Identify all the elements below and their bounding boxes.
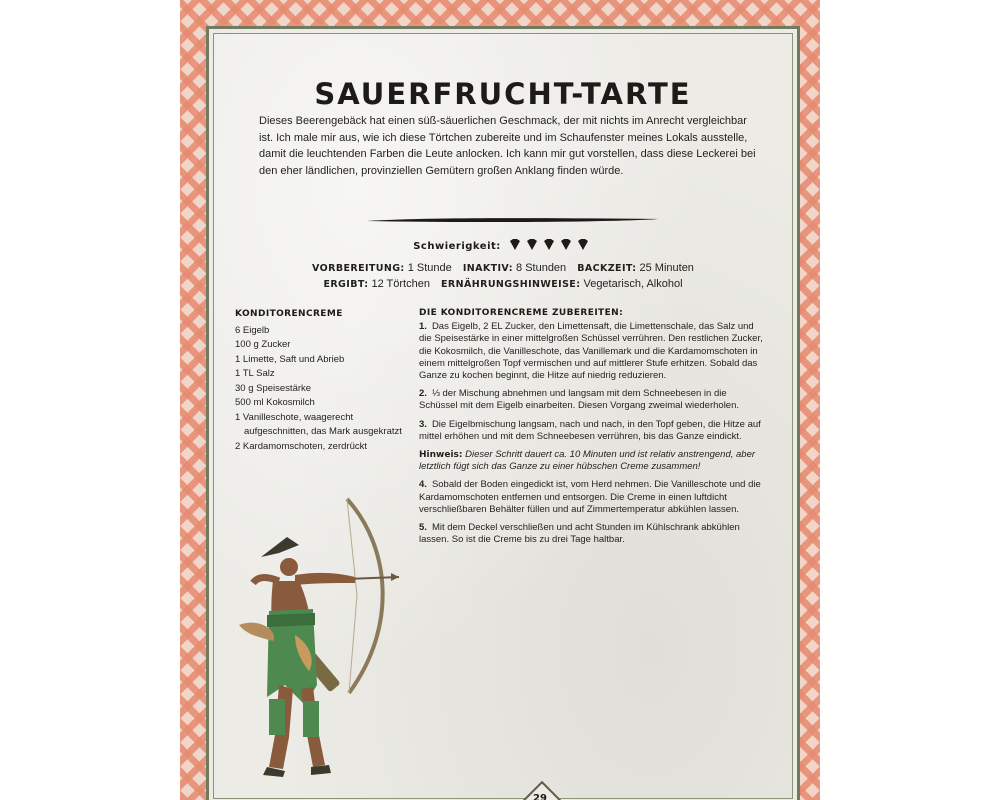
bake-value: 25 Minuten	[639, 262, 694, 274]
step-number: 5.	[419, 522, 427, 534]
instructions-section	[419, 307, 767, 552]
diet-value: Vegetarisch, Alkohol	[583, 278, 683, 290]
instruction-step	[419, 522, 767, 546]
hint-note	[419, 449, 767, 473]
ingredient-item: 1 Vanilleschote, waagerecht aufgeschnitten, das Mark ausgekratzt	[235, 411, 402, 437]
ingredients-heading: KONDITORENCREME	[235, 309, 343, 319]
instruction-step	[419, 321, 767, 382]
diamond-icon	[510, 239, 520, 250]
step-text: Das Eigelb, 2 EL Zucker, den Limettensaft, die Limettenschale, das Salz und die Speisestärke in einer mittelgroßen Schüssel verrühren. Den restlichen Zucker, die Kokosmilch, die Vanilleschote, das Vanillemark und die Kardamomschoten in einem mittelgroßen Topf vermischen und auf mittlerer Stufe erhitzen. Sobald das Ganze zu kochen beginnt, die Hitze auf niedrig reduzieren.	[419, 321, 763, 382]
step-number: 4.	[419, 479, 427, 491]
ingredient-item: 500 ml Kokosmilch	[235, 397, 315, 408]
instruction-step	[419, 479, 767, 516]
archer-illustration	[239, 485, 409, 777]
prep-label: VORBEREITUNG:	[312, 263, 405, 274]
step-text: ⅓ der Mischung abnehmen und langsam mit dem Schneebesen in die Schüssel mit dem Eigelb einarbeiten. Diesen Vorgang zweimal wiederholen.	[419, 388, 740, 412]
step-number: 1.	[419, 321, 427, 333]
ingredient-item: 1 TL Salz	[235, 368, 275, 379]
instruction-step	[419, 419, 767, 443]
difficulty-row	[209, 239, 797, 252]
ingredient-item: 2 Kardamomschoten, zerdrückt	[235, 440, 368, 452]
ingredient-item: 1 Limette, Saft und Abrieb	[235, 353, 345, 365]
ingredient-item: 30 g Speisestärke	[235, 382, 312, 394]
yield-value: 12 Törtchen	[371, 278, 430, 290]
recipe-intro: Dieses Beerengebäck hat einen süß-säuerlichen Geschmack, der mit nichts im Anrecht vergleichbar ist. Ich male mir aus, wie ich diese Törtchen zubereite und im Schaufenster meines Lokals ausstelle, damit die leuchtenden Farben die Leute anlocken. Ich kann mir gut vorstellen, dass diese Leckerei bei den eher ländlichen, provinziellen Gemütern großen Anklang finden würde.	[259, 115, 756, 177]
page-number: 29	[533, 793, 547, 800]
ingredients-section	[235, 307, 405, 454]
inactive-label: INAKTIV:	[462, 263, 513, 274]
difficulty-rating	[509, 239, 593, 251]
instructions-heading: DIE KONDITORENCREME ZUBEREITEN:	[419, 308, 624, 318]
step-text: Die Eigelbmischung langsam, nach und nach, in den Topf geben, die Hitze auf mittel erhöhen und mit dem Schneebesen verrühren, bis das Ganze eindickt.	[419, 418, 761, 442]
step-text: Sobald der Boden eingedickt ist, vom Herd nehmen. Die Vanilleschote und die Kardamomschoten entfernen und entsorgen. Die Creme in einen luftdicht verschließbaren Behälter füllen und auf Zimmertemperatur abkühlen lassen.	[419, 479, 761, 515]
step-text: Mit dem Deckel verschließen und acht Stunden im Kühlschrank abkühlen lassen. So ist die Creme bis zu drei Tage haltbar.	[419, 522, 740, 546]
recipe-page	[206, 26, 800, 800]
difficulty-label: Schwierigkeit:	[413, 241, 501, 252]
diamond-icon	[544, 239, 554, 250]
instruction-step	[419, 388, 767, 412]
diamond-icon	[561, 239, 571, 250]
step-number: 2.	[419, 388, 427, 400]
ingredient-item: 6 Eigelb	[235, 324, 270, 336]
yield-label: ERGIBT:	[323, 279, 369, 290]
ingredient-item: 100 g Zucker	[235, 339, 291, 350]
recipe-title: SAUERFRUCHT-TARTE	[314, 77, 692, 111]
time-info	[209, 262, 797, 274]
yield-info	[209, 278, 797, 290]
ingredient-list	[235, 324, 405, 455]
inactive-value: 8 Stunden	[516, 262, 567, 274]
diet-label: ERNÄHRUNGSHINWEISE:	[441, 279, 581, 290]
diamond-icon	[578, 239, 588, 250]
bake-label: BACKZEIT:	[577, 263, 637, 274]
step-number: 3.	[419, 418, 427, 430]
diamond-icon	[527, 239, 537, 250]
hint-text: Dieser Schritt dauert ca. 10 Minuten und ist relativ anstrengend, aber letztlich fügt sich das Ganze zu einer hübschen Creme zusammen!	[419, 449, 756, 473]
brush-divider	[365, 215, 661, 225]
prep-value: 1 Stunde	[407, 262, 452, 274]
page-border-pattern	[180, 0, 820, 800]
hint-label: Hinweis:	[419, 450, 463, 461]
